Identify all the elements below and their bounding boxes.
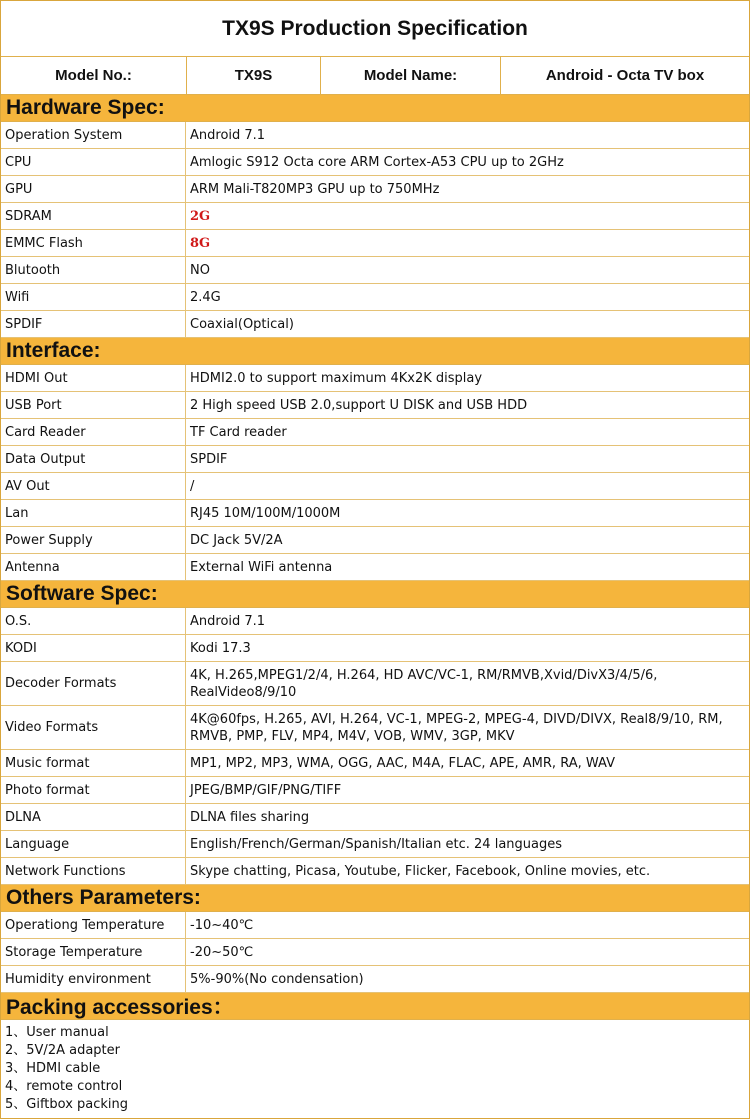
spec-value: English/French/German/Spanish/Italian etc. 24 languages (190, 836, 563, 852)
spec-label: Antenna (1, 554, 186, 580)
spec-value: -10~40℃ (190, 917, 254, 933)
spec-value: 2G (190, 208, 211, 224)
spec-value: External WiFi antenna (190, 559, 333, 575)
spec-value: 8G (190, 235, 211, 251)
spec-label: Photo format (1, 777, 186, 803)
spec-row (1, 149, 749, 176)
spec-label: Operation System (1, 122, 186, 148)
spec-row (1, 527, 749, 554)
interface-spec-table (1, 365, 749, 581)
spec-value: 2 High speed USB 2.0,support U DISK and USB HDD (190, 397, 528, 413)
spec-label: Operationg Temperature (1, 912, 186, 938)
spec-value: ARM Mali-T820MP3 GPU up to 750MHz (190, 181, 440, 197)
spec-row (1, 858, 749, 885)
spec-label: GPU (1, 176, 186, 202)
spec-label: Card Reader (1, 419, 186, 445)
packing-item: 5、Giftbox packing (5, 1097, 129, 1112)
spec-label: Music format (1, 750, 186, 776)
spec-row (1, 257, 749, 284)
spec-label: DLNA (1, 804, 186, 830)
spec-value: JPEG/BMP/GIF/PNG/TIFF (190, 782, 342, 798)
model-no-value: TX9S (187, 57, 321, 94)
spec-label: HDMI Out (1, 365, 186, 391)
spec-value: Amlogic S912 Octa core ARM Cortex-A53 CPU up to 2GHz (190, 154, 564, 170)
model-no-label: Model No.: (1, 57, 187, 94)
spec-value: MP1, MP2, MP3, WMA, OGG, AAC, M4A, FLAC, APE, AMR, RA, WAV (190, 755, 615, 771)
spec-row (1, 365, 749, 392)
spec-label: Data Output (1, 446, 186, 472)
spec-value: DC Jack 5V/2A (190, 532, 283, 548)
software-spec-table (1, 608, 749, 885)
spec-value: 5%-90%(No condensation) (190, 971, 364, 987)
spec-value: Skype chatting, Picasa, Youtube, Flicker, Facebook, Online movies, etc. (190, 863, 651, 879)
spec-value: Coaxial(Optical) (190, 316, 294, 332)
spec-label: KODI (1, 635, 186, 661)
spec-label: O.S. (1, 608, 186, 634)
model-info-row (1, 57, 749, 95)
spec-label: SPDIF (1, 311, 186, 337)
spec-value: TF Card reader (190, 424, 287, 440)
spec-value: -20~50℃ (190, 944, 254, 960)
spec-row (1, 750, 749, 777)
spec-label: Language (1, 831, 186, 857)
spec-label: Humidity environment (1, 966, 186, 992)
spec-row (1, 392, 749, 419)
spec-label: EMMC Flash (1, 230, 186, 256)
spec-label: Wifi (1, 284, 186, 310)
spec-row (1, 473, 749, 500)
packing-item: 4、remote control (5, 1079, 123, 1094)
spec-row (1, 176, 749, 203)
spec-label: Video Formats (1, 706, 186, 749)
spec-row (1, 804, 749, 831)
model-name-value: Android - Octa TV box (545, 67, 705, 84)
spec-row (1, 122, 749, 149)
spec-row (1, 939, 749, 966)
spec-label: AV Out (1, 473, 186, 499)
spec-label: Storage Temperature (1, 939, 186, 965)
spec-row (1, 230, 749, 257)
spec-label: SDRAM (1, 203, 186, 229)
spec-label: CPU (1, 149, 186, 175)
hardware-spec-table (1, 122, 749, 338)
spec-value: 2.4G (190, 289, 221, 305)
spec-label: Network Functions (1, 858, 186, 884)
spec-label: USB Port (1, 392, 186, 418)
spec-row (1, 203, 749, 230)
spec-value: SPDIF (190, 451, 228, 467)
spec-label: Lan (1, 500, 186, 526)
spec-value: 4K, H.265,MPEG1/2/4, H.264, HD AVC/VC-1, RM/RMVB,Xvid/DivX3/4/5/6, RealVideo8/9/10 (190, 667, 658, 700)
model-name-label: Model Name: (321, 57, 501, 94)
spec-label: Blutooth (1, 257, 186, 283)
spec-value: NO (190, 262, 210, 278)
spec-row (1, 831, 749, 858)
spec-row (1, 419, 749, 446)
page-title: TX9S Production Specification (1, 1, 749, 57)
spec-value: Android 7.1 (190, 613, 266, 629)
spec-row (1, 446, 749, 473)
spec-row (1, 635, 749, 662)
spec-value: RJ45 10M/100M/1000M (190, 505, 341, 521)
others-section-heading: Others Parameters: (1, 885, 749, 912)
spec-label: Decoder Formats (1, 662, 186, 705)
spec-value: HDMI2.0 to support maximum 4Kx2K display (190, 370, 483, 386)
spec-row (1, 608, 749, 635)
spec-row (1, 500, 749, 527)
packing-list (1, 1020, 749, 1114)
software-section-heading: Software Spec: (1, 581, 749, 608)
spec-label: Power Supply (1, 527, 186, 553)
others-spec-table (1, 912, 749, 993)
packing-section-heading: Packing accessories： (1, 993, 749, 1020)
spec-row (1, 912, 749, 939)
spec-row (1, 554, 749, 581)
packing-item: 3、HDMI cable (5, 1061, 101, 1076)
spec-row (1, 966, 749, 993)
spec-value: DLNA files sharing (190, 809, 310, 825)
spec-value: / (190, 478, 195, 494)
packing-item: 1、User manual (5, 1025, 109, 1040)
spec-row (1, 284, 749, 311)
interface-section-heading: Interface: (1, 338, 749, 365)
spec-value: Android 7.1 (190, 127, 266, 143)
spec-row (1, 662, 749, 706)
packing-item: 2、5V/2A adapter (5, 1043, 120, 1058)
spec-row (1, 777, 749, 804)
spec-row (1, 706, 749, 750)
spec-row (1, 311, 749, 338)
hardware-section-heading: Hardware Spec: (1, 95, 749, 122)
spec-value: Kodi 17.3 (190, 640, 251, 656)
spec-value: 4K@60fps, H.265, AVI, H.264, VC-1, MPEG-2, MPEG-4, DIVD/DIVX, Real8/9/10, RM, RMVB, PMP, FLV, MP4, M4V, VOB, WMV, 3GP, MKV (190, 711, 723, 744)
